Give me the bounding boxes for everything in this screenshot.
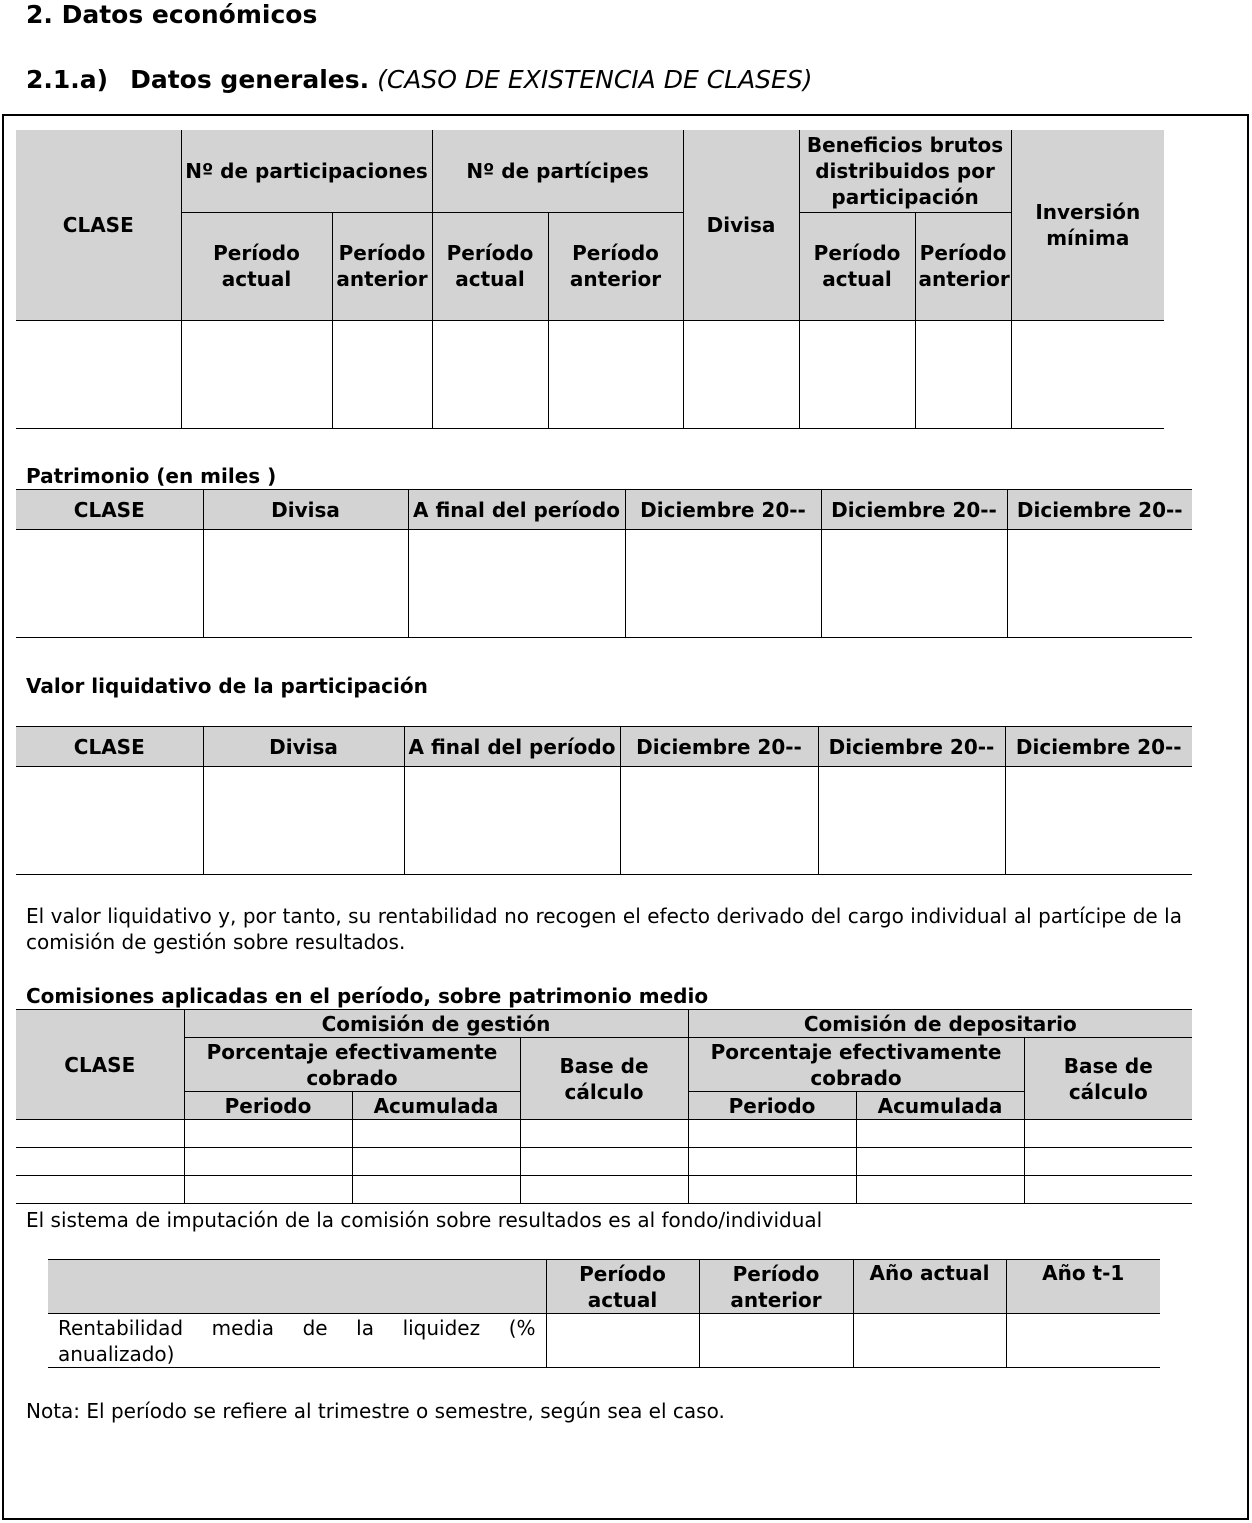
rentabilidad-table — [48, 1259, 1160, 1368]
patrimonio-label: Patrimonio (en miles ) — [26, 464, 277, 488]
table-cell[interactable] — [432, 320, 548, 428]
rentabilidad-periodo-anterior-header: Período anterior — [699, 1260, 853, 1314]
table-cell[interactable] — [16, 1120, 184, 1148]
table-cell[interactable] — [404, 767, 620, 875]
table-cell[interactable] — [1011, 320, 1164, 428]
comisiones-clase-header: CLASE — [16, 1010, 184, 1120]
depositario-base-calculo-header: Base de cálculo — [1024, 1038, 1192, 1120]
table-cell[interactable] — [1024, 1148, 1192, 1176]
participes-periodo-anterior: Período anterior — [548, 212, 683, 320]
table-cell[interactable] — [799, 320, 915, 428]
rentabilidad-row-label: Rentabilidad media de la liquidez (% anualizado) — [48, 1314, 546, 1368]
table-cell[interactable] — [818, 767, 1005, 875]
subsection-note: (CASO DE EXISTENCIA DE CLASES) — [377, 65, 813, 94]
valor-liquidativo-table — [16, 726, 1192, 875]
comision-gestion-header: Comisión de gestión — [184, 1010, 688, 1038]
table-cell[interactable] — [1005, 767, 1192, 875]
table-row — [16, 1120, 1192, 1148]
table-cell[interactable] — [548, 320, 683, 428]
table-cell[interactable] — [856, 1120, 1024, 1148]
patrimonio-header-diciembre-2: Diciembre 20-- — [821, 490, 1007, 530]
subsection-title: Datos generales. — [130, 65, 370, 94]
gestion-base-calculo-header: Base de cálculo — [520, 1038, 688, 1120]
participaciones-periodo-anterior: Período anterior — [332, 212, 432, 320]
gestion-acumulada-header: Acumulada — [352, 1092, 520, 1120]
rentabilidad-empty-header — [48, 1260, 546, 1314]
general-data-table — [16, 130, 1164, 429]
table-cell[interactable] — [1006, 1314, 1160, 1368]
table-cell[interactable] — [688, 1176, 856, 1204]
rentabilidad-ano-t1-header: Año t-1 — [1006, 1260, 1160, 1314]
subsection-number: 2.1.a) — [26, 65, 109, 94]
table-cell[interactable] — [16, 530, 203, 638]
valor-header-diciembre-1: Diciembre 20-- — [620, 727, 818, 767]
table-cell[interactable] — [856, 1176, 1024, 1204]
table-cell[interactable] — [16, 320, 181, 428]
valor-header-clase: CLASE — [16, 727, 203, 767]
comision-depositario-header: Comisión de depositario — [688, 1010, 1192, 1038]
table-cell[interactable] — [352, 1176, 520, 1204]
beneficios-periodo-anterior: Período anterior — [915, 212, 1011, 320]
valor-header-final-periodo: A final del período — [404, 727, 620, 767]
table-cell[interactable] — [688, 1148, 856, 1176]
gestion-porcentaje-header: Porcentaje efectivamente cobrado — [184, 1038, 520, 1092]
rentabilidad-periodo-actual-header: Período actual — [546, 1260, 699, 1314]
clase-header: CLASE — [16, 130, 181, 320]
table-cell[interactable] — [203, 530, 408, 638]
inversion-minima-header: Inversión mínima — [1011, 130, 1164, 320]
participes-periodo-actual: Período actual — [432, 212, 548, 320]
table-cell[interactable] — [352, 1120, 520, 1148]
table-row — [16, 1148, 1192, 1176]
table-cell[interactable] — [184, 1120, 352, 1148]
patrimonio-table — [16, 489, 1192, 638]
table-cell[interactable] — [821, 530, 1007, 638]
table-cell[interactable] — [520, 1120, 688, 1148]
section-title: 2. Datos económicos — [26, 0, 318, 29]
table-row — [16, 767, 1192, 875]
table-cell[interactable] — [625, 530, 821, 638]
valor-liquidativo-label: Valor liquidativo de la participación — [26, 674, 428, 698]
patrimonio-header-final-periodo: A final del período — [408, 490, 625, 530]
table-cell[interactable] — [915, 320, 1011, 428]
valor-header-divisa: Divisa — [203, 727, 404, 767]
table-cell[interactable] — [332, 320, 432, 428]
table-cell[interactable] — [683, 320, 799, 428]
comisiones-label: Comisiones aplicadas en el período, sobre patrimonio medio — [26, 984, 709, 1008]
num-participes-header: Nº de partícipes — [432, 130, 683, 212]
table-cell[interactable] — [16, 767, 203, 875]
table-row — [16, 530, 1192, 638]
beneficios-periodo-actual: Período actual — [799, 212, 915, 320]
table-cell[interactable] — [1024, 1176, 1192, 1204]
table-cell[interactable] — [408, 530, 625, 638]
depositario-acumulada-header: Acumulada — [856, 1092, 1024, 1120]
table-cell[interactable] — [853, 1314, 1006, 1368]
valor-header-diciembre-2: Diciembre 20-- — [818, 727, 1005, 767]
table-cell[interactable] — [520, 1148, 688, 1176]
table-cell[interactable] — [1024, 1120, 1192, 1148]
participaciones-periodo-actual: Período actual — [181, 212, 332, 320]
table-row — [48, 1314, 1160, 1368]
patrimonio-header-diciembre-1: Diciembre 20-- — [625, 490, 821, 530]
table-cell[interactable] — [699, 1314, 853, 1368]
divisa-header: Divisa — [683, 130, 799, 320]
table-row — [16, 320, 1164, 428]
beneficios-header: Beneficios brutos distribuidos por participación — [799, 130, 1011, 212]
nota-final: Nota: El período se refiere al trimestre o semestre, según sea el caso. — [26, 1399, 725, 1423]
table-cell[interactable] — [546, 1314, 699, 1368]
table-row — [16, 1176, 1192, 1204]
table-cell[interactable] — [203, 767, 404, 875]
table-cell[interactable] — [184, 1176, 352, 1204]
patrimonio-header-divisa: Divisa — [203, 490, 408, 530]
depositario-periodo-header: Periodo — [688, 1092, 856, 1120]
sistema-imputacion-text: El sistema de imputación de la comisión sobre resultados es al fondo/individual — [26, 1208, 823, 1232]
nota-valor-liquidativo: El valor liquidativo y, por tanto, su rentabilidad no recogen el efecto derivado del cargo individual al partícipe de la comisión de gestión sobre resultados. — [26, 904, 1182, 954]
comisiones-table — [16, 1009, 1192, 1204]
num-participaciones-header: Nº de participaciones — [181, 130, 432, 212]
table-cell[interactable] — [16, 1148, 184, 1176]
table-cell[interactable] — [181, 320, 332, 428]
patrimonio-header-diciembre-3: Diciembre 20-- — [1007, 490, 1192, 530]
table-cell[interactable] — [1007, 530, 1192, 638]
table-cell[interactable] — [688, 1120, 856, 1148]
table-cell[interactable] — [184, 1148, 352, 1176]
table-cell[interactable] — [856, 1148, 1024, 1176]
table-cell[interactable] — [520, 1176, 688, 1204]
table-cell[interactable] — [16, 1176, 184, 1204]
subsection-heading — [26, 64, 812, 96]
valor-header-diciembre-3: Diciembre 20-- — [1005, 727, 1192, 767]
patrimonio-header-clase: CLASE — [16, 490, 203, 530]
gestion-periodo-header: Periodo — [184, 1092, 352, 1120]
depositario-porcentaje-header: Porcentaje efectivamente cobrado — [688, 1038, 1024, 1092]
table-cell[interactable] — [620, 767, 818, 875]
rentabilidad-ano-actual-header: Año actual — [853, 1260, 1006, 1314]
table-cell[interactable] — [352, 1148, 520, 1176]
